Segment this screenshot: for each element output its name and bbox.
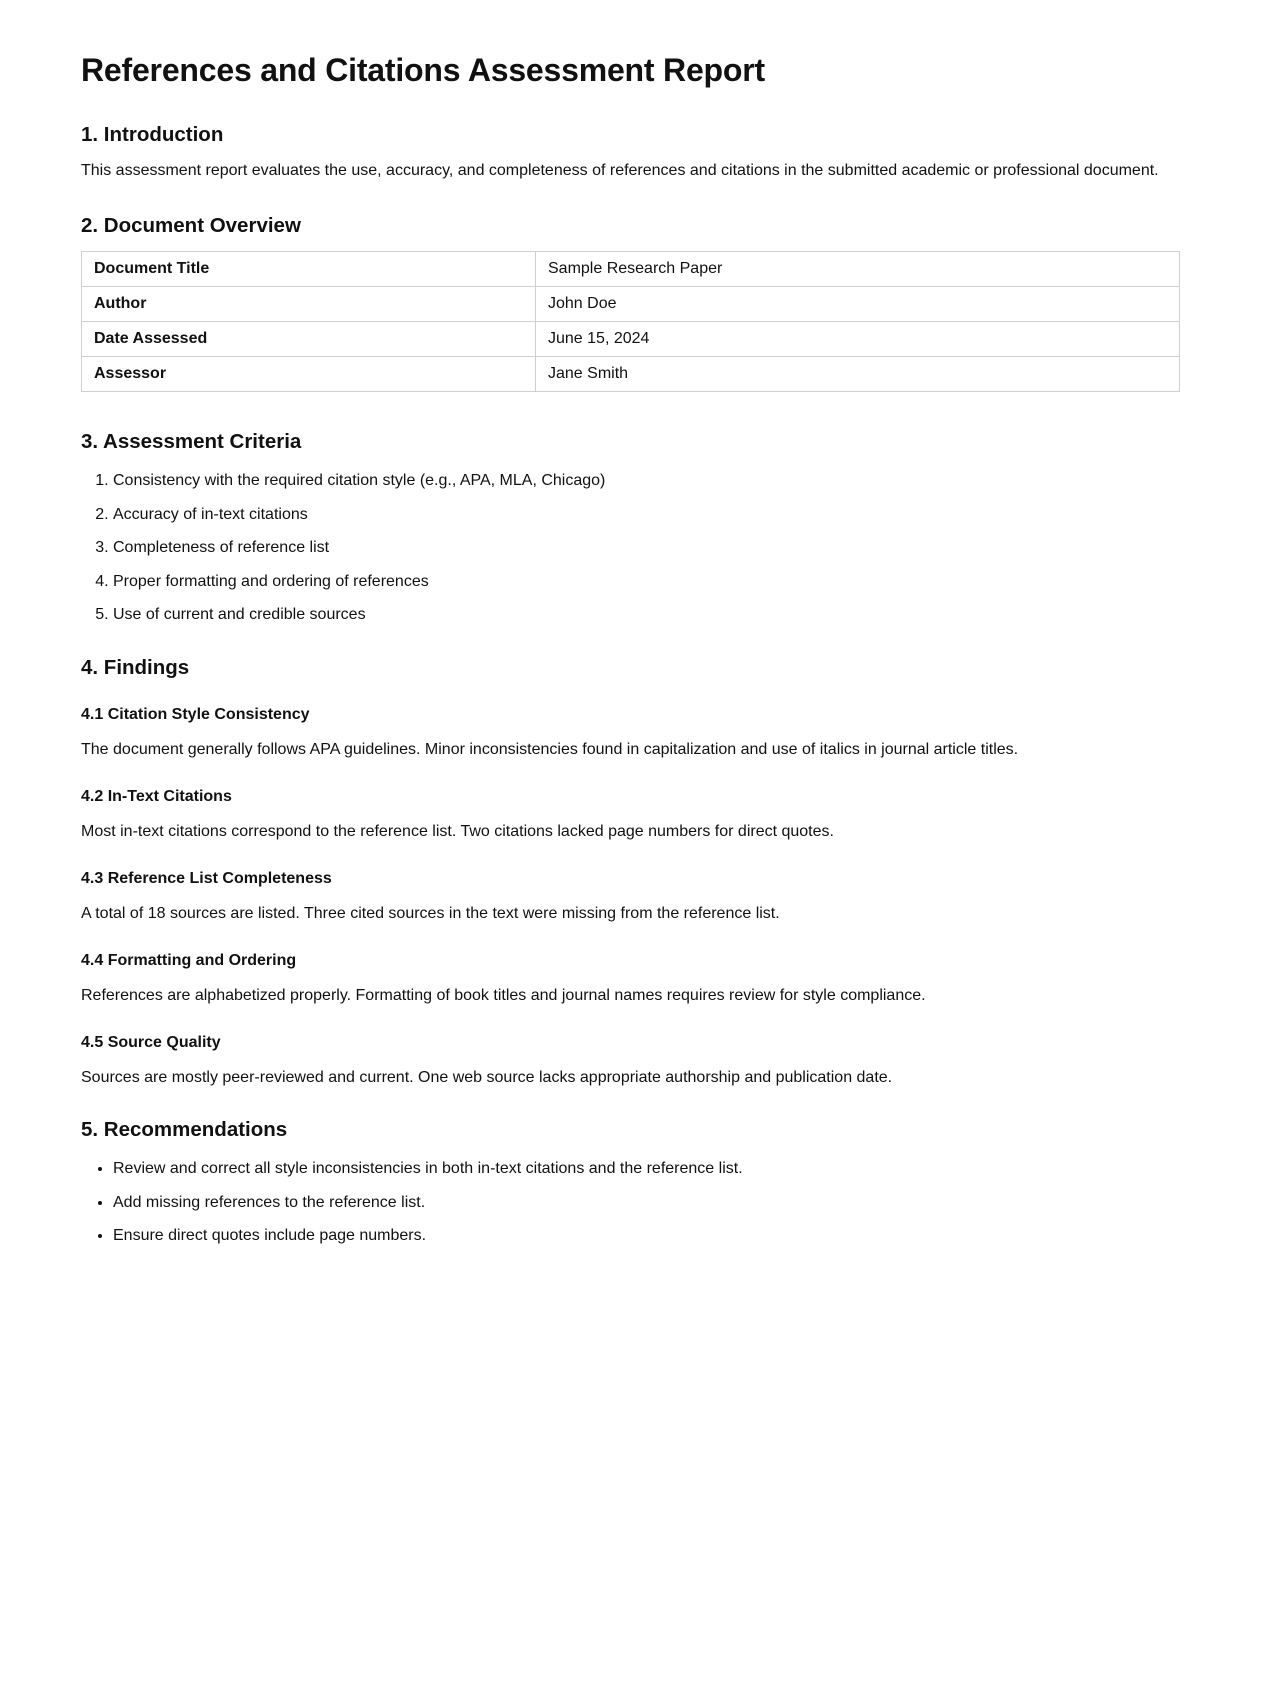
table-row bbox=[82, 287, 1180, 322]
findings-heading: 4. Findings bbox=[81, 656, 190, 679]
finding-subsection bbox=[81, 705, 1182, 761]
row-value: John Doe bbox=[536, 287, 1180, 322]
row-label: Assessor bbox=[82, 357, 536, 392]
recommendations-section bbox=[81, 1117, 1182, 1247]
row-value: Jane Smith bbox=[536, 357, 1180, 392]
row-label: Author bbox=[82, 287, 536, 322]
finding-text: A total of 18 sources are listed. Three cited sources in the text were missing from the reference list. bbox=[81, 905, 780, 922]
row-label: Date Assessed bbox=[82, 322, 536, 357]
table-row bbox=[82, 322, 1180, 357]
list-item: 2. Accuracy of in-text citations bbox=[113, 504, 1182, 526]
list-item: 1. Consistency with the required citation style (e.g., APA, MLA, Chicago) bbox=[113, 470, 1182, 492]
finding-text: The document generally follows APA guidelines. Minor inconsistencies found in capitalization and use of italics in journal article titles. bbox=[81, 741, 1019, 758]
finding-subsection bbox=[81, 787, 1182, 843]
findings-section bbox=[81, 655, 1182, 1089]
finding-text: References are alphabetized properly. Formatting of book titles and journal names requires review for style compliance. bbox=[81, 987, 926, 1004]
overview-table bbox=[81, 251, 1180, 392]
finding-subsection bbox=[81, 951, 1182, 1007]
recommendations-list bbox=[81, 1158, 1182, 1247]
list-item: • Add missing references to the reference list. bbox=[113, 1192, 1182, 1214]
introduction-text: This assessment report evaluates the use, accuracy, and completeness of references and citations in the submitted academic or professional document. bbox=[81, 162, 1159, 179]
finding-heading: 4.1 Citation Style Consistency bbox=[81, 706, 310, 723]
finding-heading: 4.2 In-Text Citations bbox=[81, 788, 232, 805]
row-value: Sample Research Paper bbox=[536, 252, 1180, 287]
table-row bbox=[82, 357, 1180, 392]
criteria-list bbox=[81, 470, 1182, 626]
finding-heading: 4.3 Reference List Completeness bbox=[81, 870, 332, 887]
list-item: 5. Use of current and credible sources bbox=[113, 604, 1182, 626]
introduction-section bbox=[81, 122, 1182, 182]
row-value: June 15, 2024 bbox=[536, 322, 1180, 357]
finding-text: Sources are mostly peer-reviewed and current. One web source lacks appropriate authorship and publication date. bbox=[81, 1069, 893, 1086]
introduction-heading: 1. Introduction bbox=[81, 123, 224, 146]
overview-section bbox=[81, 213, 1182, 392]
recommendations-heading: 5. Recommendations bbox=[81, 1118, 288, 1141]
finding-heading: 4.5 Source Quality bbox=[81, 1034, 221, 1051]
row-label: Document Title bbox=[82, 252, 536, 287]
page-title: References and Citations Assessment Report bbox=[81, 52, 765, 88]
finding-subsection bbox=[81, 1033, 1182, 1089]
criteria-heading: 3. Assessment Criteria bbox=[81, 430, 302, 453]
overview-heading: 2. Document Overview bbox=[81, 214, 301, 237]
criteria-section bbox=[81, 429, 1182, 626]
table-row bbox=[82, 252, 1180, 287]
list-item: • Ensure direct quotes include page numbers. bbox=[113, 1225, 1182, 1247]
list-item: 3. Completeness of reference list bbox=[113, 537, 1182, 559]
finding-subsection bbox=[81, 869, 1182, 925]
finding-heading: 4.4 Formatting and Ordering bbox=[81, 952, 297, 969]
list-item: 4. Proper formatting and ordering of references bbox=[113, 571, 1182, 593]
list-item: • Review and correct all style inconsistencies in both in-text citations and the reference list. bbox=[113, 1158, 1182, 1180]
finding-text: Most in-text citations correspond to the reference list. Two citations lacked page numbers for direct quotes. bbox=[81, 823, 834, 840]
